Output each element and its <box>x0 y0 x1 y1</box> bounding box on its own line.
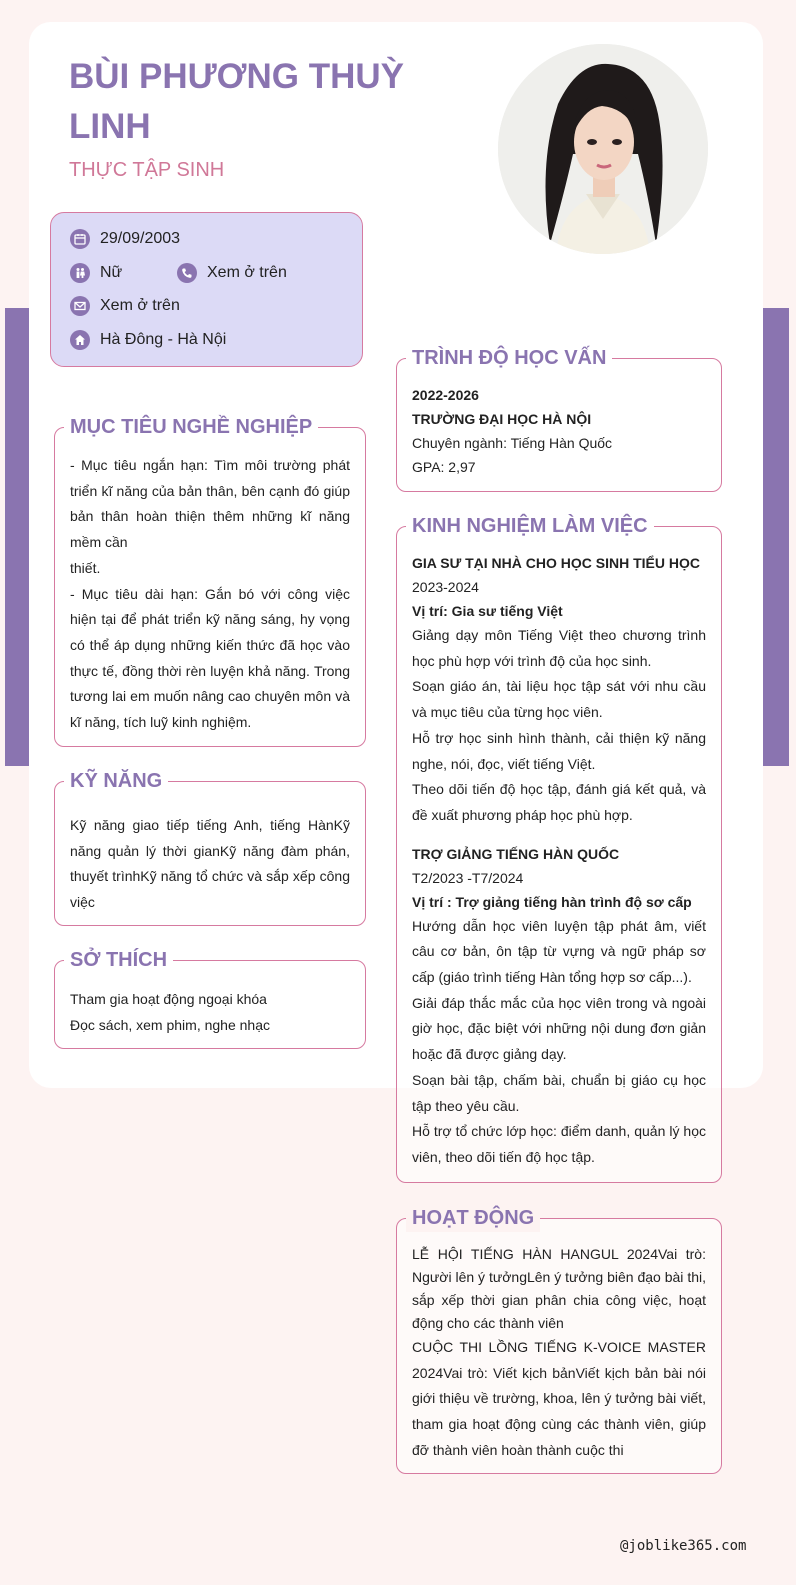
home-icon <box>70 330 90 350</box>
profile-photo <box>498 44 708 254</box>
candidate-name: BÙI PHƯƠNG THUỲ LINH <box>69 57 405 146</box>
job-title: THỰC TẬP SINH <box>69 159 225 181</box>
education-body <box>412 383 706 479</box>
gender-value: Nữ <box>100 264 123 281</box>
objective-paragraph: - Mục tiêu dài hạn: Gắn bó với công việc hiện tại để phát triển kỹ năng sáng, hy vọng có thể áp dụng những kiến thức đã học vào thực tế, đồng thời rèn luyện khả năng. Trong tương lai em muốn nâng cao chuyên môn và kĩ năng, tích luỹ kinh nghiệm. <box>70 585 350 731</box>
activities-body <box>412 1243 706 1464</box>
activity-item: LỄ HỘI TIẾNG HÀN HANGUL 2024Vai trò: Người lên ý tưởngLên ý tưởng biên đạo bài thi, sắp xếp thời gian phân chia công việc, hoạt động cho các thành viên <box>412 1246 706 1331</box>
calendar-icon <box>70 229 90 249</box>
job-detail: Hỗ trợ học sinh hình thành, cải thiện kỹ năng nghe, nói, đọc, viết tiếng Việt. <box>412 729 706 772</box>
birthday-row <box>70 229 180 249</box>
objective-section <box>54 416 366 747</box>
job-role: Vị trí: Gia sư tiếng Việt <box>412 603 563 619</box>
job-spacer <box>412 829 706 842</box>
activities-section <box>396 1207 722 1474</box>
phone-row <box>177 263 287 283</box>
envelope-icon <box>70 296 90 316</box>
address-row <box>70 330 226 350</box>
job-detail: Theo dõi tiến độ học tập, đánh giá kết quả, và đề xuất phương pháp học phù hợp. <box>412 781 706 823</box>
phone-value: Xem ở trên <box>207 264 287 281</box>
skills-title: KỸ NĂNG <box>64 767 168 795</box>
job-detail: Soạn bài tập, chấm bài, chuẩn bị giáo cụ học tập theo yêu cầu. <box>412 1071 706 1114</box>
hobbies-list <box>70 987 350 1038</box>
gender-row <box>70 263 122 283</box>
address-value: Hà Đông - Hà Nội <box>100 331 227 348</box>
personal-info-box <box>50 212 363 367</box>
job-company: TRỢ GIẢNG TIẾNG HÀN QUỐC <box>412 845 620 862</box>
experience-title: KINH NGHIỆM LÀM VIỆC <box>406 512 654 540</box>
objective-title: MỤC TIÊU NGHỀ NGHIỆP <box>64 413 318 441</box>
skills-section <box>54 770 366 926</box>
job-detail: Giải đáp thắc mắc của học viên trong và ngoài giờ học, đặc biệt với những nội dung đơn giản hoặc đã được giảng dạy. <box>412 994 706 1063</box>
education-school: TRƯỜNG ĐẠI HỌC HÀ NỘI <box>412 411 592 427</box>
right-accent-band <box>763 308 789 766</box>
experience-body <box>412 551 706 1171</box>
job-detail: Giảng dạy môn Tiếng Việt theo chương trình học phù hợp với trình độ của học sinh. <box>412 627 706 669</box>
email-value: Xem ở trên <box>100 297 180 314</box>
phone-icon <box>177 263 197 283</box>
job-period: T2/2023 -T7/2024 <box>412 869 524 886</box>
skills-text <box>70 813 350 916</box>
objective-paragraph: - Mục tiêu ngắn hạn: Tìm môi trường phát triển kĩ năng của bản thân, bên cạnh đó giúp bản thân hoàn thiện thêm những kĩ năng mềm cần <box>70 457 350 551</box>
hobby-item: Đọc sách, xem phim, nghe nhạc <box>70 1016 270 1033</box>
left-accent-band <box>5 308 31 766</box>
gender-icon <box>70 263 90 283</box>
education-section <box>396 347 722 492</box>
objective-text <box>70 453 350 736</box>
hobby-item: Tham gia hoạt động ngoại khóa <box>70 991 267 1007</box>
job-detail: Hướng dẫn học viên luyện tập phát âm, viết câu cơ bản, ôn tập từ vựng và ngữ pháp sơ cấp (giáo trình tiếng Hàn tổng hợp sơ cấp...). <box>412 917 706 986</box>
activities-title: HOẠT ĐỘNG <box>406 1204 540 1232</box>
skills-paragraph: Kỹ năng giao tiếp tiếng Anh, tiếng HànKỹ năng quản lý thời gianKỹ năng đàm phán, thuyết trìnhKỹ năng tổ chức và sắp xếp công việc <box>70 817 350 911</box>
hobbies-section <box>54 949 366 1049</box>
footer-watermark: @joblike365.com <box>620 1538 747 1554</box>
objective-paragraph: thiết. <box>70 559 101 576</box>
experience-section <box>396 515 722 1183</box>
education-period: 2022-2026 <box>412 387 479 403</box>
hobbies-title: SỞ THÍCH <box>64 946 173 974</box>
activity-item: CUỘC THI LỒNG TIẾNG K-VOICE MASTER 2024Vai trò: Viết kịch bảnViết kịch bản bài nói giới thiệu về trường, khoa, lên ý tưởng bài viết, tham gia hoạt động cùng các thành viên, giúp đỡ thành viên hoàn thành cuộc thi <box>412 1339 706 1458</box>
education-major: Chuyên ngành: Tiếng Hàn Quốc <box>412 435 613 451</box>
birthday-value: 29/09/2003 <box>100 230 181 247</box>
education-gpa: GPA: 2,97 <box>412 459 476 475</box>
education-title: TRÌNH ĐỘ HỌC VẤN <box>406 344 612 372</box>
job-detail: Hỗ trợ tổ chức lớp học: điểm danh, quản lý học viên, theo dõi tiến độ học tập. <box>412 1123 706 1165</box>
job-company: GIA SƯ TẠI NHÀ CHO HỌC SINH TIỂU HỌC <box>412 555 700 571</box>
job-role: Vị trí : Trợ giảng tiếng hàn trình độ sơ cấp <box>412 893 692 910</box>
email-row <box>70 296 180 316</box>
job-detail: Soạn giáo án, tài liệu học tập sát với nhu cầu và mục tiêu của từng học viên. <box>412 678 706 721</box>
job-period: 2023-2024 <box>412 579 479 595</box>
